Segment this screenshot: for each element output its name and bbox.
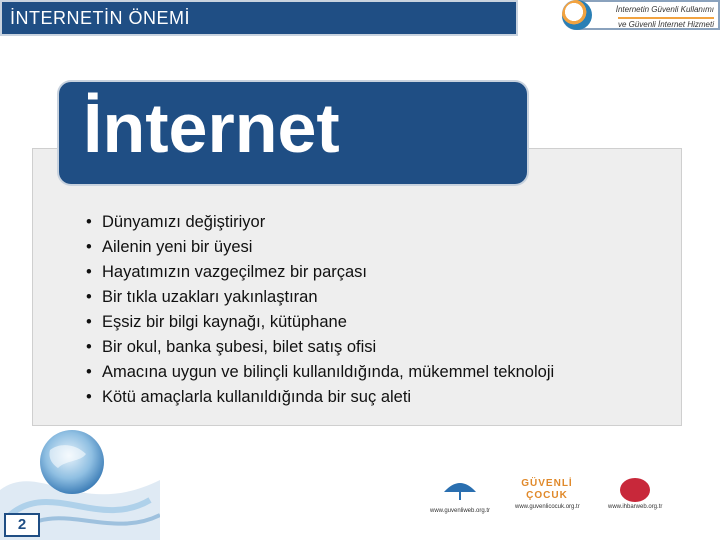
bullet-item: • Amacına uygun ve bilinçli kullanıldığında, mükemmel teknoloji [86,363,555,381]
bullet-icon: • [86,213,92,231]
guvenli-cocuk-logo[interactable] [515,478,580,510]
top-right-logo [562,0,720,30]
page-number: 2 [4,513,40,537]
guvenli-web-caption: www.guvenliweb.org.tr [430,508,491,514]
top-logo-line1: İnternetin Güvenli Kullanımı [615,5,714,14]
bullet-icon: • [86,288,92,306]
guvenli-web-logo[interactable] [430,478,490,514]
globe-logo-icon [562,0,592,30]
guvenli-cocuk-caption: www.guvenlicocuk.org.tr [515,504,580,510]
bullet-icon: • [86,238,92,256]
ihbar-web-badge-icon [620,478,650,502]
header-bar [0,0,518,36]
bullet-icon: • [86,388,92,406]
bullet-item: • Eşsiz bir bilgi kaynağı, kütüphane [86,313,347,331]
bullet-item: • Bir tıkla uzakları yakınlaştıran [86,288,318,306]
ihbar-web-caption: www.ihbarweb.org.tr [608,504,663,510]
bullet-item: • Ailenin yeni bir üyesi [86,238,253,256]
bullet-item: • Dünyamızı değiştiriyor [86,213,266,231]
ihbar-web-logo[interactable] [608,478,662,510]
title-box [59,82,527,184]
bullet-item: • Hayatımızın vazgeçilmez bir parçası [86,263,368,281]
bullet-icon: • [86,263,92,281]
bullet-item: • Bir okul, banka şubesi, bilet satış ofisi [86,338,377,356]
slide-header-title: İNTERNETİN ÖNEMİ [10,8,191,28]
bullet-icon: • [86,338,92,356]
bullet-icon: • [86,313,92,331]
slide-title: İnternet [83,89,340,167]
bullet-item: • Kötü amaçlarla kullanıldığında bir suç aleti [86,388,412,406]
bullet-list [86,213,554,413]
guvenli-cocuk-name: GÜVENLİ ÇOCUK [521,478,573,501]
umbrella-icon [440,478,480,502]
bullet-icon: • [86,363,92,381]
top-logo-line2: ve Güvenli İnternet Hizmeti [618,17,714,29]
